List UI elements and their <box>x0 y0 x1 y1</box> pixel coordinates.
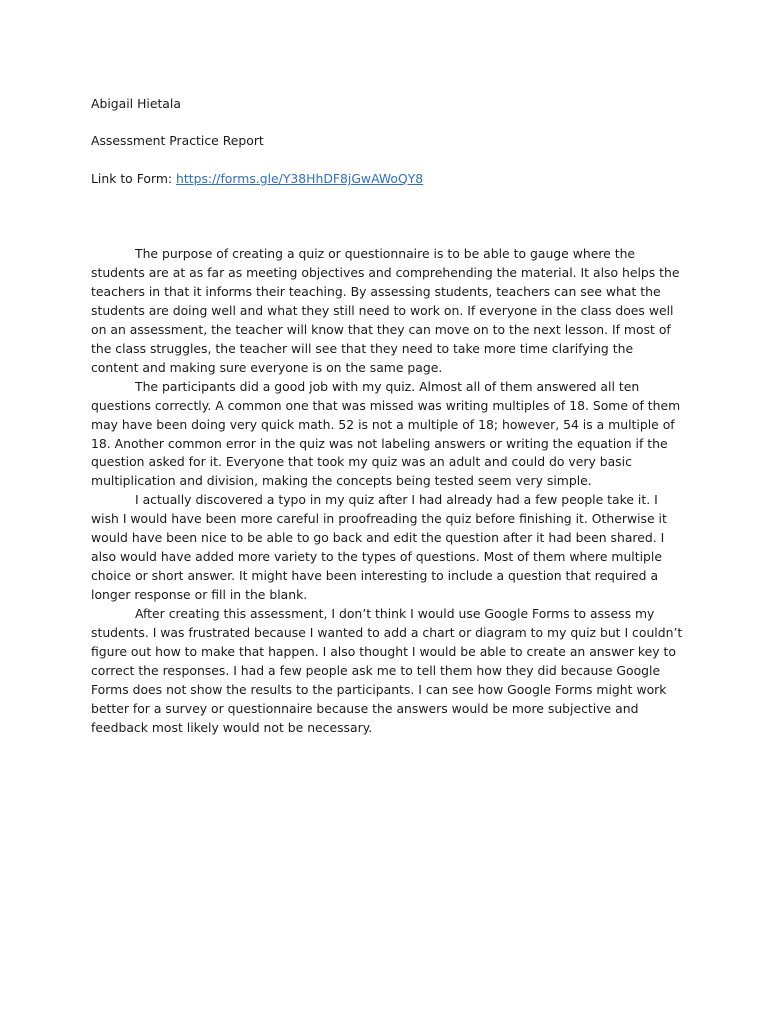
form-link-label: Link to Form: <box>91 171 177 186</box>
paragraph-results: The participants did a good job with my quiz. Almost all of them answered all ten questions correctly. A common one that was missed was writing multiples of 18. Some of them may have been doing very quick math. 52 is not a multiple of 18; however, 54 is a multiple of 18. Another common error in the quiz was not labeling answers or writing the equation if the question asked for it. Everyone that took my quiz was an adult and could do very basic multiplication and division, making the concepts being tested seem very simple. <box>91 378 681 489</box>
document-title: Assessment Practice Report <box>91 133 264 148</box>
paragraph-reflection: I actually discovered a typo in my quiz after I had already had a few people take it. I wish I would have been more careful in proofreading the quiz before finishing it. Otherwise it would have been nice to be able to go back and edit the question after it had been shared. I also would have added more variety to the types of questions. Most of them where multiple choice or short answer. It might have been interesting to include a question that required a longer response or fill in the blank. <box>91 492 667 603</box>
author-name: Abigail Hietala <box>91 96 181 111</box>
form-link-row <box>91 169 683 188</box>
form-link[interactable]: https://forms.gle/Y38HhDF8jGwAWoQY8 <box>176 171 424 186</box>
paragraph-purpose: The purpose of creating a quiz or questionnaire is to be able to gauge where the students are at as far as meeting objectives and comprehending the material. It also helps the teachers in that it informs their teaching. By assessing students, teachers can see what the students are doing well and what they still need to work on. If everyone in the class does well on an assessment, the teacher will know that they can move on to the next lesson. If most of the class struggles, the teacher will see that they need to take more time clarifying the content and making sure everyone is on the same page. <box>91 246 680 375</box>
paragraph-conclusion: After creating this assessment, I don’t think I would use Google Forms to assess my students. I was frustrated because I wanted to add a chart or diagram to my quiz but I couldn’t figure out how to make that happen. I also thought I would be able to create an answer key to correct the responses. I had a few people ask me to tell them how they did because Google Forms does not show the results to the participants. I can see how Google Forms might work better for a survey or questionnaire because the answers would be more subjective and feedback most likely would not be necessary. <box>91 606 683 735</box>
report-body <box>91 245 683 738</box>
